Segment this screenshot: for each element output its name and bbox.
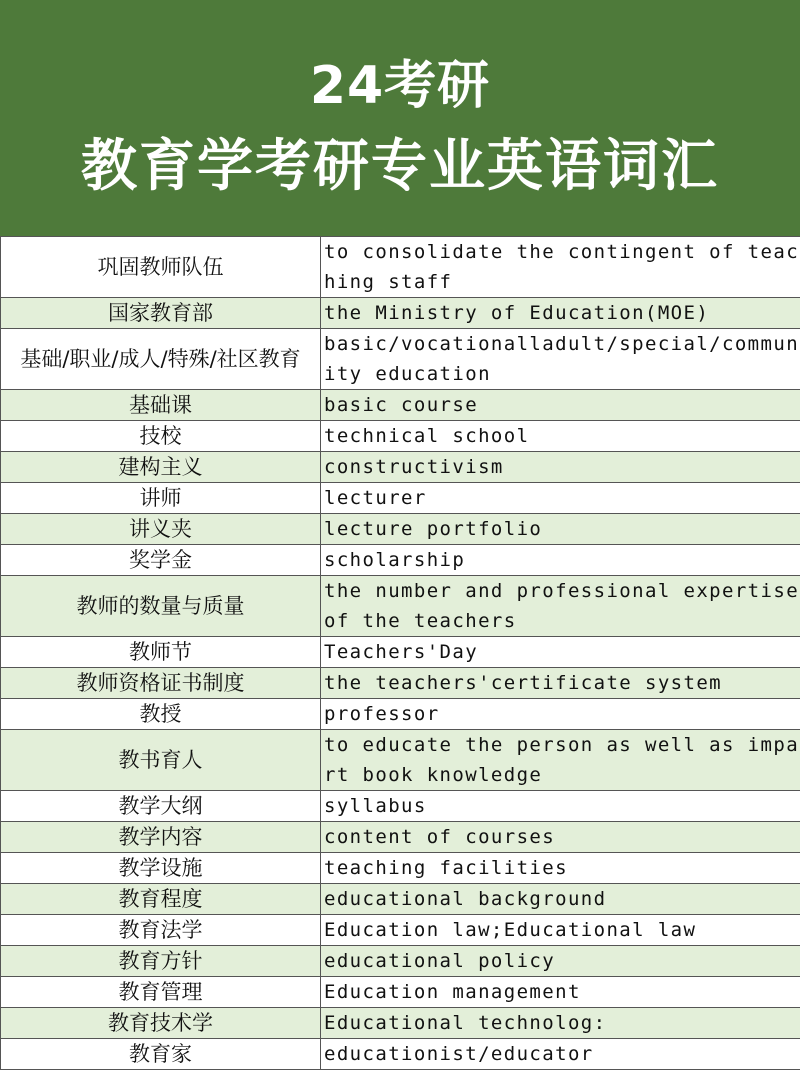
chinese-term: 教书育人 [1, 730, 321, 791]
english-term: technical school [321, 421, 800, 452]
english-term: content of courses [321, 822, 800, 853]
table-row [1, 668, 800, 699]
vocabulary-table [0, 236, 800, 1070]
table-row [1, 853, 800, 884]
english-term: basic/vocationalladult/special/community education [321, 329, 800, 390]
chinese-term: 教学设施 [1, 853, 321, 884]
english-term: Teachers'Day [321, 637, 800, 668]
chinese-term: 教育法学 [1, 915, 321, 946]
chinese-term: 教师节 [1, 637, 321, 668]
english-term: the teachers'certificate system [321, 668, 800, 699]
english-term: constructivism [321, 452, 800, 483]
table-row [1, 483, 800, 514]
table-row [1, 915, 800, 946]
english-term: educational background [321, 884, 800, 915]
english-term: Education law;Educational law [321, 915, 800, 946]
table-row [1, 298, 800, 329]
english-term: teaching facilities [321, 853, 800, 884]
english-term: the number and professional expertise of the teachers [321, 576, 800, 637]
page-subtitle: 教育学考研专业英语词汇 [0, 130, 800, 204]
english-term: educationist/educator [321, 1039, 800, 1070]
chinese-term: 教师资格证书制度 [1, 668, 321, 699]
table-row [1, 1039, 800, 1070]
english-term: lecturer [321, 483, 800, 514]
english-term: basic course [321, 390, 800, 421]
table-row [1, 791, 800, 822]
english-term: Educational technolog: [321, 1008, 800, 1039]
chinese-term: 教学内容 [1, 822, 321, 853]
chinese-term: 巩固教师队伍 [1, 237, 321, 298]
table-row [1, 946, 800, 977]
chinese-term: 教授 [1, 699, 321, 730]
english-term: professor [321, 699, 800, 730]
table-row [1, 977, 800, 1008]
table-row [1, 699, 800, 730]
table-row [1, 730, 800, 791]
chinese-term: 建构主义 [1, 452, 321, 483]
chinese-term: 教育管理 [1, 977, 321, 1008]
chinese-term: 教育方针 [1, 946, 321, 977]
chinese-term: 教育程度 [1, 884, 321, 915]
table-row [1, 237, 800, 298]
chinese-term: 技校 [1, 421, 321, 452]
chinese-term: 教师的数量与质量 [1, 576, 321, 637]
english-term: Education management [321, 977, 800, 1008]
table-row [1, 390, 800, 421]
page-title: 24考研 [0, 52, 800, 120]
chinese-term: 基础/职业/成人/特殊/社区教育 [1, 329, 321, 390]
chinese-term: 讲师 [1, 483, 321, 514]
table-row [1, 1008, 800, 1039]
chinese-term: 教育技术学 [1, 1008, 321, 1039]
chinese-term: 国家教育部 [1, 298, 321, 329]
english-term: to consolidate the contingent of teaching staff [321, 237, 800, 298]
table-row [1, 576, 800, 637]
chinese-term: 教育家 [1, 1039, 321, 1070]
table-row [1, 637, 800, 668]
table-row [1, 884, 800, 915]
chinese-term: 基础课 [1, 390, 321, 421]
table-row [1, 452, 800, 483]
chinese-term: 讲义夹 [1, 514, 321, 545]
page-header [0, 0, 800, 236]
english-term: syllabus [321, 791, 800, 822]
table-row [1, 421, 800, 452]
table-row [1, 514, 800, 545]
table-row [1, 329, 800, 390]
chinese-term: 奖学金 [1, 545, 321, 576]
chinese-term: 教学大纲 [1, 791, 321, 822]
english-term: to educate the person as well as impart book knowledge [321, 730, 800, 791]
english-term: educational policy [321, 946, 800, 977]
english-term: scholarship [321, 545, 800, 576]
table-row [1, 545, 800, 576]
english-term: lecture portfolio [321, 514, 800, 545]
table-row [1, 822, 800, 853]
english-term: the Ministry of Education(MOE) [321, 298, 800, 329]
